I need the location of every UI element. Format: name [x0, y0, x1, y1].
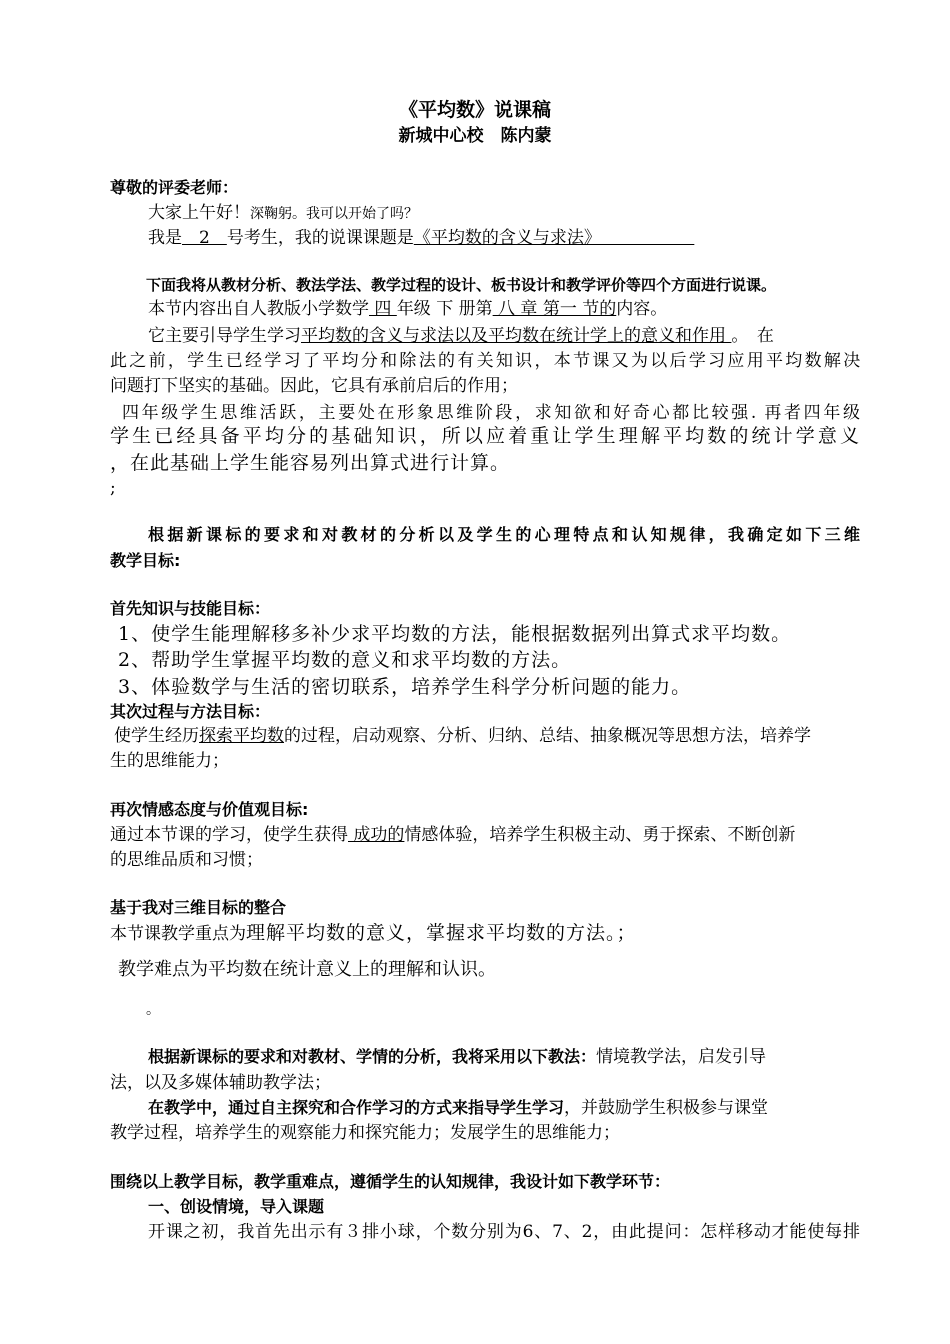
process-line-2: 生的思维能力；	[110, 751, 229, 771]
step1-line: 开课之初，我首先出示有３排小球，个数分别为6、7、2，由此提问：怎样移动才能使每排	[148, 1222, 860, 1242]
guide-pre: 它主要引导学生学习	[148, 326, 301, 346]
hello-line	[148, 201, 898, 226]
hello-text: 大家上午好！	[148, 203, 250, 223]
learning-line	[148, 1096, 860, 1120]
content-pre: 本节内容出自人教版小学数学	[148, 299, 369, 319]
learning-bold: 在教学中，通过自主探究和合作学习的方式来指导学生学习	[148, 1098, 565, 1117]
integrate-heading: 基于我对三维目标的整合	[110, 898, 287, 917]
lesson-topic: 《平均数的含义与求法》	[413, 228, 695, 248]
intro-pre: 我是	[148, 228, 182, 248]
key-point-pre: 本节课教学重点为	[110, 924, 246, 944]
students-line-2: 学生已经具备平均分的基础知识，所以应着重让学生理解平均数的统计学意义	[110, 425, 860, 447]
candidate-number: 2	[182, 228, 227, 248]
guide-line	[148, 324, 860, 348]
process-pre: 使学生经历	[114, 726, 199, 746]
learning-rest: ，并鼓励学生积极参与课堂	[564, 1098, 769, 1118]
bow-text: 深鞠躬。我可以开始了吗？	[250, 206, 418, 222]
goals-intro-1: 根据新课标的要求和对教材的分析以及学生的心理特点和认知规律，我确定如下三维	[148, 525, 860, 544]
emotion-line	[110, 823, 860, 847]
author-line: 新城中心校 陈内蒙	[398, 126, 552, 146]
content-mid: 年级 下 册第	[396, 299, 493, 319]
students-line-1: 四年级学生思维活跃，主要处在形象思维阶段，求知欲和好奇心都比较强. 再者四年级	[122, 403, 860, 423]
goals-intro-2: 教学目标:	[110, 551, 181, 570]
learning-line-2: 教学过程，培养学生的观察能力和探究能力；发展学生的思维能力；	[110, 1123, 620, 1143]
content-chapter: 八 章 第一 节的	[492, 299, 617, 319]
process-heading: 其次过程与方法目标：	[110, 702, 271, 721]
step1-heading: 一、创设情境，导入课题	[148, 1197, 325, 1216]
students-line-3: ，在此基础上学生能容易列出算式进行计算。	[110, 452, 511, 474]
intro-line	[148, 226, 898, 250]
guide-line-2: 此之前，学生已经学习了平均分和除法的有关知识，本节课又为以后学习应用平均数解决	[110, 351, 860, 371]
guide-line-3: 问题打下坚实的基础。因此，它具有承前启后的作用；	[110, 376, 518, 396]
intro-mid: 号考生，我的说课课题是	[226, 228, 414, 248]
dot-line: 。	[146, 1002, 160, 1018]
emotion-line-2: 的思维品质和习惯；	[110, 850, 263, 870]
methods-line-2: 法，以及多媒体辅助教学法；	[110, 1073, 331, 1093]
emotion-end: 情感体验，培养学生积极主动、勇于探索、不断创新	[404, 825, 796, 845]
knowledge-item: 3、体验数学与生活的密切联系，培养学生科学分析问题的能力。	[118, 676, 692, 698]
emotion-pre: 通过本节课的学习，使学生获得	[110, 825, 348, 845]
guide-topic: 平均数的含义与求法以及平均数在统计学上的意义和作用	[301, 326, 732, 346]
semicolon-line: ;	[110, 478, 116, 498]
methods-rest: 情境教学法，启发引导	[596, 1047, 767, 1067]
methods-line	[148, 1045, 860, 1069]
methods-bold: 根据新课标的要求和对教材、学情的分析，我将采用以下教法：	[148, 1047, 597, 1066]
content-end: 内容。	[616, 299, 668, 319]
emotion-topic: 成功的	[348, 825, 405, 845]
process-topic: 探索平均数	[199, 726, 284, 746]
process-line	[114, 724, 864, 748]
knowledge-item: 2、帮助学生掌握平均数的意义和求平均数的方法。	[118, 649, 572, 671]
page-title: 《平均数》说课稿	[398, 99, 551, 121]
process-design-line: 围绕以上教学目标，教学重难点，遵循学生的认知规律，我设计如下教学环节：	[110, 1172, 671, 1191]
key-point-text: 理解平均数的意义，掌握求平均数的方法。；	[246, 922, 637, 944]
content-line	[148, 297, 898, 321]
key-point-line	[110, 921, 860, 946]
overview-line: 下面我将从教材分析、教法学法、教学过程的设计、板书设计和教学评价等四个方面进行说课。	[146, 276, 777, 294]
knowledge-heading: 首先知识与技能目标：	[110, 599, 271, 618]
emotion-heading: 再次情感态度与价值观目标:	[110, 800, 309, 819]
difficulty-line: 教学难点为平均数在统计意义上的理解和认识。	[118, 959, 496, 980]
process-end: 的过程，启动观察、分析、归纳、总结、抽象概况等思想方法，培养学	[284, 726, 811, 746]
knowledge-item: 1、使学生能理解移多补少求平均数的方法，能根据数据列出算式求平均数。	[118, 623, 792, 645]
content-grade: 四	[369, 299, 397, 319]
guide-end: 。 在	[731, 326, 774, 346]
greeting: 尊敬的评委老师：	[110, 178, 239, 197]
